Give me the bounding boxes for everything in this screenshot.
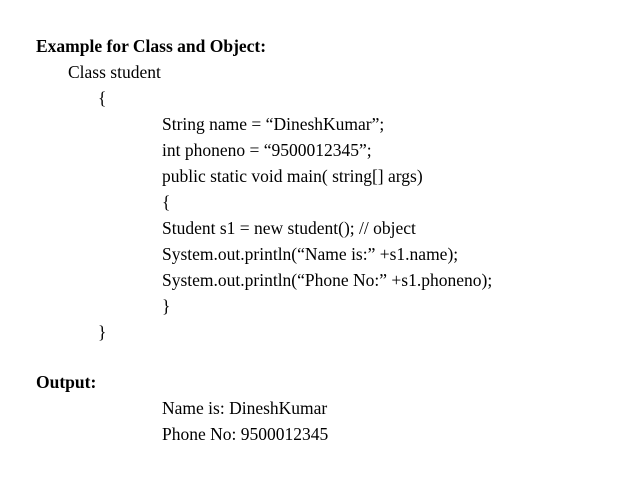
output-line-phone: Phone No: 9500012345: [162, 424, 329, 444]
code-line-new-object: Student s1 = new student(); // object: [162, 218, 416, 238]
code-main-open-brace: {: [162, 192, 171, 212]
code-line-print-name: System.out.println(“Name is:” +s1.name);: [162, 244, 459, 264]
code-line-main: public static void main( string[] args): [162, 166, 423, 186]
code-line-name: String name = “DineshKumar”;: [162, 114, 385, 134]
output-label: Output:: [36, 372, 97, 392]
code-class-open-brace: {: [98, 88, 107, 108]
code-line-print-phone: System.out.println(“Phone No:” +s1.phoneno);: [162, 270, 493, 290]
code-class-declaration: Class student: [68, 62, 161, 82]
heading: Example for Class and Object:: [36, 36, 267, 56]
code-class-close-brace: }: [98, 322, 107, 342]
output-line-name: Name is: DineshKumar: [162, 398, 328, 418]
code-main-close-brace: }: [162, 296, 171, 316]
code-line-phone: int phoneno = “9500012345”;: [162, 140, 372, 160]
